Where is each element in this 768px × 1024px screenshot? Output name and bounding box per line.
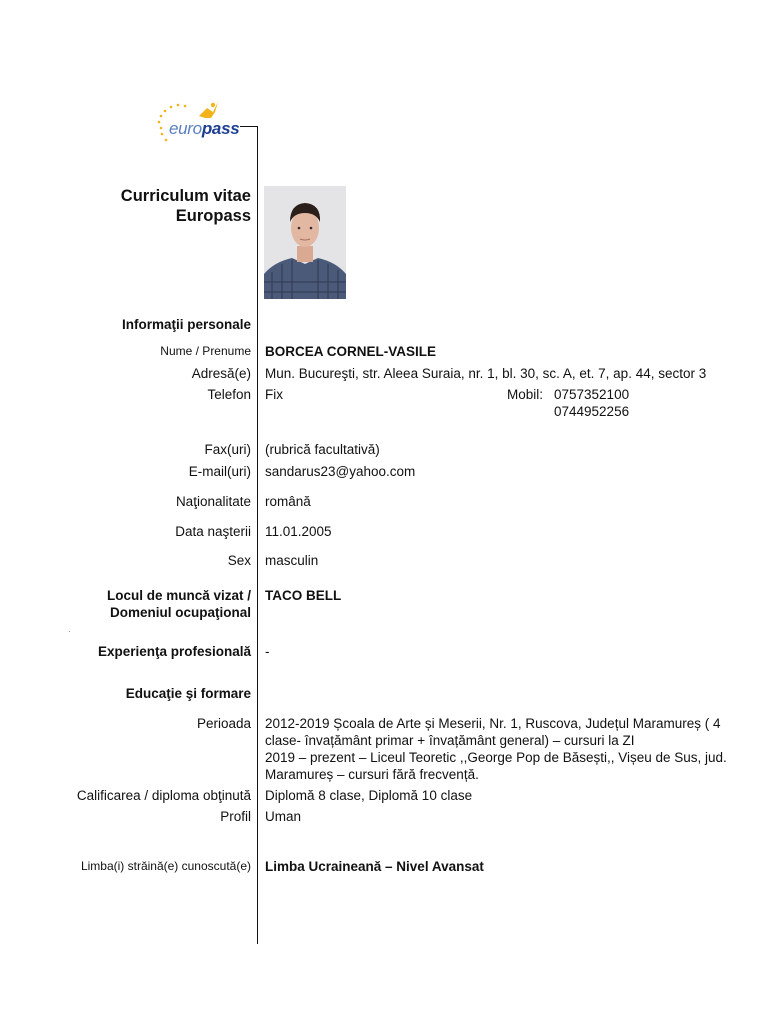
page-title (51, 186, 251, 226)
birthdate-value: 11.01.2005 (265, 524, 332, 539)
section-education: Educaţie şi formare (125, 686, 251, 701)
period-line-4: Maramureș – cursuri fără frecvență. (265, 767, 479, 782)
europass-logo (155, 98, 250, 150)
period-value (265, 715, 727, 783)
phone-fix-label: Fix (265, 387, 283, 402)
logo-euro-text: euro (169, 119, 202, 138)
birthdate-label: Data naşterii (175, 524, 251, 539)
desired-job-label (107, 587, 251, 621)
qualification-value: Diplomă 8 clase, Diplomă 10 clase (265, 788, 473, 803)
languages-value: Limba Ucraineană – Nivel Avansat (265, 859, 484, 874)
experience-value: - (265, 644, 270, 659)
divider-top-tick (240, 126, 258, 127)
period-line-2: clase- învațământ primar + învațământ general) – cursuri la ZI (265, 733, 635, 748)
languages-label: Limba(i) străină(e) cunoscută(e) (80, 859, 251, 873)
address-label: Adresă(e) (191, 366, 251, 381)
portrait-icon (264, 186, 346, 299)
europass-wordmark (169, 119, 239, 139)
email-label: E-mail(uri) (188, 464, 251, 479)
email-value: sandarus23@yahoo.com (265, 464, 416, 479)
name-value: BORCEA CORNEL-VASILE (265, 344, 437, 359)
name-label: Nume / Prenume (160, 344, 251, 358)
phone-mobile-1: 0757352100 (554, 387, 630, 402)
profile-value: Uman (265, 809, 302, 824)
section-personal-info: Informaţii personale (121, 317, 251, 332)
address-value: Mun. Bucureşti, str. Aleea Suraia, nr. 1, bl. 30, sc. A, et. 7, ap. 44, sector 3 (265, 366, 707, 381)
sex-value: masculin (265, 553, 319, 568)
experience-label: Experienţa profesională (97, 644, 251, 659)
profile-label: Profil (220, 809, 251, 824)
phone-mobile-values (554, 386, 629, 420)
phone-mobile-2: 0744952256 (554, 404, 630, 419)
phone-label: Telefon (207, 387, 251, 402)
sex-label: Sex (227, 553, 251, 568)
fax-label: Fax(uri) (204, 442, 251, 457)
phone-mobile-label: Mobil: (507, 387, 544, 402)
title-line-2: Europass (175, 207, 251, 225)
desired-job-value: TACO BELL (265, 588, 342, 603)
fax-value: (rubrică facultativă) (265, 442, 380, 457)
desired-job-label-line-2: Domeniul ocupaţional (109, 605, 251, 620)
portrait-photo (264, 186, 346, 299)
qualification-label: Calificarea / diploma obţinută (76, 788, 251, 803)
period-label: Perioada (196, 716, 251, 731)
title-line-1: Curriculum vitae (120, 187, 251, 205)
period-line-3: 2019 – prezent – Liceul Teoretic ,,George Pop de Băsești,, Vișeu de Sus, jud. (265, 750, 727, 765)
stray-dot (69, 631, 70, 632)
nationality-value: română (265, 494, 311, 509)
vertical-divider (257, 126, 258, 944)
logo-pass-text: pass (201, 119, 240, 138)
desired-job-label-line-1: Locul de muncă vizat / (106, 588, 251, 603)
nationality-label: Naţionalitate (175, 494, 251, 509)
period-line-1: 2012-2019 Școala de Arte și Meserii, Nr. 1, Ruscova, Județul Maramureș ( 4 (265, 716, 721, 731)
